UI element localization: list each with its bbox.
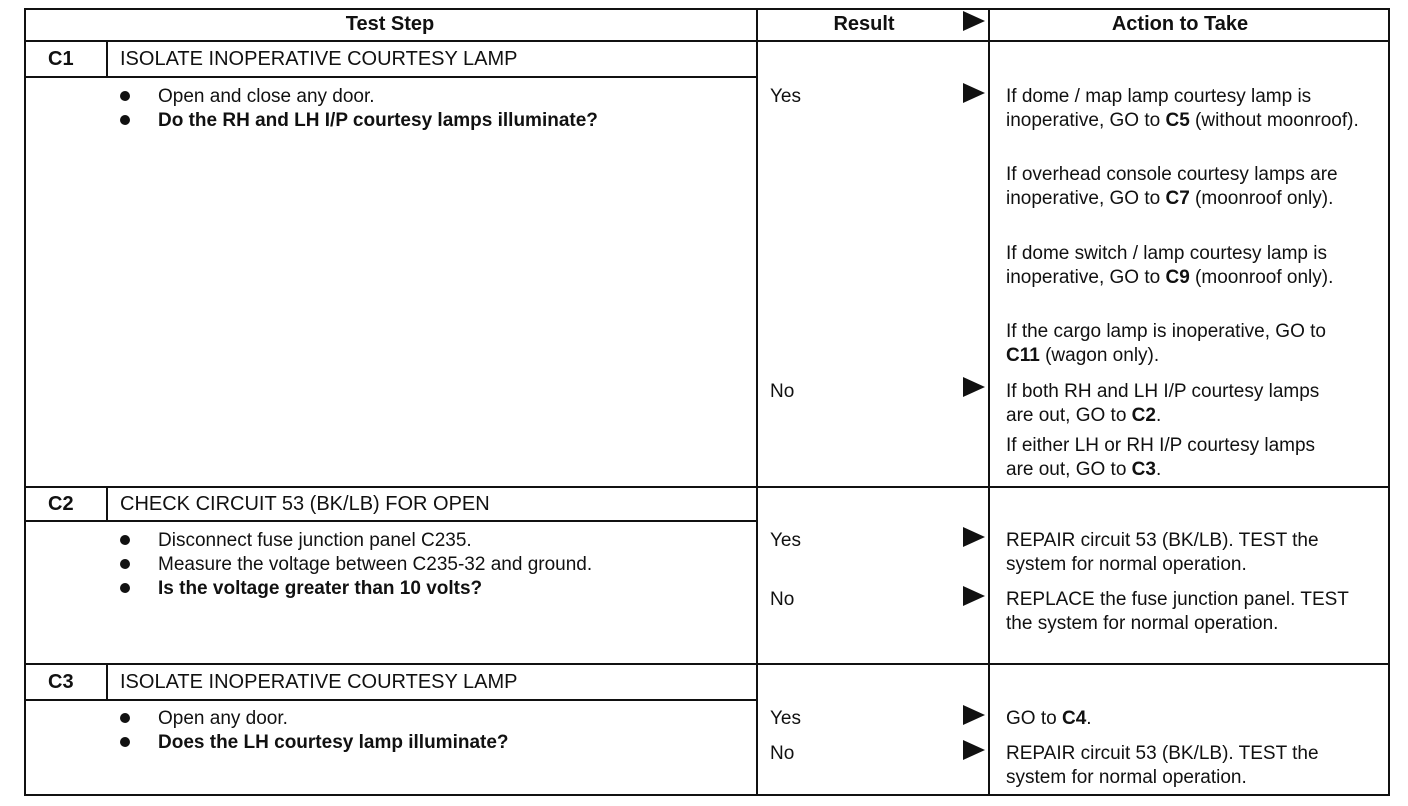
action-text: If overhead console courtesy lamps are inoperative, GO to C7 (moonroof only). <box>1006 164 1338 209</box>
step-question: Is the voltage greater than 10 volts? <box>158 578 483 599</box>
c1-c2-divider <box>24 486 1390 488</box>
c3-id-divider <box>106 663 108 699</box>
action-text: If dome / map lamp courtesy lamp is inoperative, GO to C5 (without moonroof). <box>1006 86 1359 131</box>
result-yes: Yes <box>770 86 801 107</box>
action-text: If both RH and LH I/P courtesy lamps are out, GO to C2. <box>1006 381 1320 426</box>
header-test-step: Test Step <box>345 13 435 35</box>
c1-title-divider <box>24 76 758 78</box>
step-question: Do the RH and LH I/P courtesy lamps illuminate? <box>158 110 598 131</box>
action-text: GO to C4. <box>1006 708 1092 729</box>
arrow-icon <box>963 705 985 725</box>
step-instruction: Disconnect fuse junction panel C235. <box>158 530 472 551</box>
c2-c3-divider <box>24 663 1390 665</box>
step-instruction: Open any door. <box>158 708 288 729</box>
action-text: If either LH or RH I/P courtesy lamps are out, GO to C3. <box>1006 435 1316 480</box>
c2-id-divider <box>106 486 108 520</box>
result-column-divider <box>756 8 758 796</box>
arrow-icon <box>963 527 985 547</box>
c1-id-divider <box>106 40 108 76</box>
header-divider <box>24 40 1390 42</box>
bullet-icon <box>120 583 130 593</box>
header-action: Action to Take <box>1111 13 1249 35</box>
bullet-icon <box>120 91 130 101</box>
action-text: REPAIR circuit 53 (BK/LB). TEST the system for normal operation. <box>1006 743 1319 788</box>
step-title: ISOLATE INOPERATIVE COURTESY LAMP <box>120 671 518 693</box>
c3-title-divider <box>24 699 758 701</box>
c2-title-divider <box>24 520 758 522</box>
step-question: Does the LH courtesy lamp illuminate? <box>158 732 509 753</box>
action-text: If dome switch / lamp courtesy lamp is inoperative, GO to C9 (moonroof only). <box>1006 243 1334 288</box>
bullet-icon <box>120 737 130 747</box>
step-instruction: Measure the voltage between C235-32 and ground. <box>158 554 593 575</box>
action-text: If the cargo lamp is inoperative, GO to C11 (wagon only). <box>1006 321 1326 366</box>
step-id: C1 <box>48 48 74 70</box>
step-id: C3 <box>48 671 74 693</box>
result-yes: Yes <box>770 708 801 729</box>
step-instruction: Open and close any door. <box>158 86 375 107</box>
result-no: No <box>770 743 795 764</box>
bullet-icon <box>120 559 130 569</box>
bullet-icon <box>120 713 130 723</box>
action-column-divider <box>988 8 990 796</box>
arrow-icon <box>963 377 985 397</box>
result-yes: Yes <box>770 530 801 551</box>
arrow-icon <box>963 740 985 760</box>
header-arrow-icon <box>963 11 985 31</box>
action-text: REPLACE the fuse junction panel. TEST the system for normal operation. <box>1006 589 1349 634</box>
step-id: C2 <box>48 493 74 515</box>
arrow-icon <box>963 586 985 606</box>
header-result: Result <box>833 13 895 35</box>
step-title: ISOLATE INOPERATIVE COURTESY LAMP <box>120 48 518 70</box>
result-no: No <box>770 381 795 402</box>
bullet-icon <box>120 115 130 125</box>
action-text: REPAIR circuit 53 (BK/LB). TEST the system for normal operation. <box>1006 530 1319 575</box>
arrow-icon <box>963 83 985 103</box>
step-title: CHECK CIRCUIT 53 (BK/LB) FOR OPEN <box>120 493 490 515</box>
bullet-icon <box>120 535 130 545</box>
result-no: No <box>770 589 795 610</box>
